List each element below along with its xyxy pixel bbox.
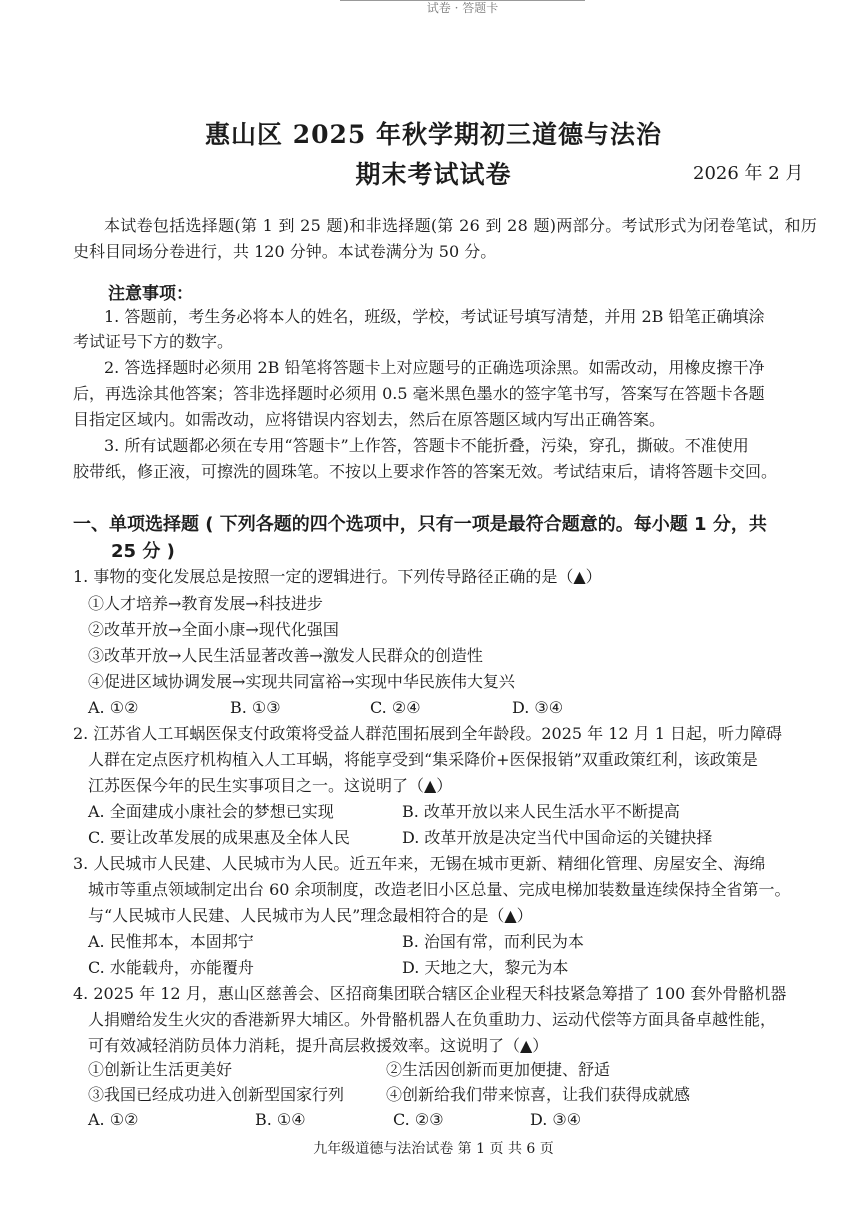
q4-option-c: C. ②③ (393, 1110, 444, 1129)
q2-option-a: A. 全面建成小康社会的梦想已实现 (88, 802, 334, 821)
q3-option-a: A. 民惟邦本，本固邦宁 (88, 932, 254, 951)
q4-option-b: B. ①④ (255, 1110, 306, 1129)
q4-stem-line1: 4. 2025 年 12 月，惠山区慈善会、区招商集团联合辖区企业程天科技紧急筹措了 100 套外骨骼机器 (73, 984, 787, 1003)
q1-option-a: A. ①② (88, 698, 139, 717)
q3-option-c: C. 水能载舟，亦能覆舟 (88, 958, 254, 977)
q3-option-d: D. 天地之大，黎元为本 (402, 958, 569, 977)
q1-statement4: ④促进区域协调发展→实现共同富裕→实现中华民族伟大复兴 (88, 672, 515, 691)
q3-option-b: B. 治国有常，而利民为本 (402, 932, 584, 951)
q4-stem-line2: 人捐赠给发生火灾的香港新界大埔区。外骨骼机器人在负重助力、运动代偿等方面具备卓越性能， (88, 1010, 777, 1029)
top-header-mark: 试卷 · 答题卡 (340, 0, 585, 15)
page-footer: 九年级道德与法治试卷 第 1 页 共 6 页 (313, 1141, 554, 1157)
exam-title-line1: 惠山区 2025 年秋学期初三道德与法治 (205, 120, 662, 149)
q4-statement1: ①创新让生活更美好 (88, 1060, 233, 1079)
q2-option-d: D. 改革开放是决定当代中国命运的关键抉择 (402, 828, 713, 847)
q3-stem-line1: 3. 人民城市人民建、人民城市为人民。近五年来，无锡在城市更新、精细化管理、房屋安全、海绵 (73, 854, 766, 873)
q2-stem-line1: 2. 江苏省人工耳蜗医保支付政策将受益人群范围拓展到全年龄段。2025 年 12 月 1 日起，听力障碍 (73, 724, 783, 743)
q1-option-c: C. ②④ (370, 698, 421, 717)
q3-stem-line3: 与“人民城市人民建、人民城市为人民”理念最相符合的是（▲） (88, 906, 533, 925)
note1-line1: 1. 答题前，考生务必将本人的姓名，班级，学校，考试证号填写清楚，并用 2B 铅笔正确填涂 (104, 307, 765, 326)
q1-statement3: ③改革开放→人民生活显著改善→激发人民群众的创造性 (88, 646, 483, 665)
intro-line2: 史科目同场分卷进行，共 120 分钟。本试卷满分为 50 分。 (73, 242, 497, 261)
notes-heading: 注意事项： (108, 284, 193, 304)
note2-line1: 2. 答选择题时必须用 2B 铅笔将答题卡上对应题号的正确选项涂黑。如需改动，用橡皮擦干净 (104, 358, 765, 377)
q4-stem-line3: 可有效减轻消防员体力消耗，提升高层救援效率。这说明了（▲） (88, 1036, 549, 1055)
note2-line2: 后，再选涂其他答案；答非选择题时必须用 0.5 毫米黑色墨水的签字笔书写，答案写在答题卡各题 (73, 384, 765, 403)
note2-line3: 目指定区域内。如需改动，应将错误内容划去，然后在原答题区域内写出正确答案。 (73, 410, 666, 429)
intro-line1: 本试卷包括选择题(第 1 到 25 题)和非选择题(第 26 到 28 题)两部分。考试形式为闭卷笔试，和历 (104, 216, 818, 235)
note3-line2: 胶带纸，修正液，可擦洗的圆珠笔。不按以上要求作答的答案无效。考试结束后，请将答题卡交回。 (73, 462, 778, 481)
section1-heading-line2: 25 分 ) (111, 541, 175, 562)
note1-line2: 考试证号下方的数字。 (73, 332, 234, 351)
q2-option-c: C. 要让改革发展的成果惠及全体人民 (88, 828, 350, 847)
q1-option-d: D. ③④ (512, 698, 564, 717)
q4-statement4: ④创新给我们带来惊喜，让我们获得成就感 (386, 1085, 691, 1104)
q2-option-b: B. 改革开放以来人民生活水平不断提高 (402, 802, 680, 821)
q4-statement3: ③我国已经成功进入创新型国家行列 (88, 1085, 345, 1104)
q4-option-a: A. ①② (88, 1110, 139, 1129)
exam-title-line2: 期末考试试卷 (355, 160, 512, 189)
q4-option-d: D. ③④ (530, 1110, 582, 1129)
q1-option-b: B. ①③ (230, 698, 281, 717)
q3-stem-line2: 城市等重点领域制定出台 60 余项制度，改造老旧小区总量、完成电梯加装数量连续保持全省第一。 (88, 880, 791, 899)
q1-statement2: ②改革开放→全面小康→现代化强国 (88, 620, 339, 639)
section1-heading-line1: 一、单项选择题 ( 下列各题的四个选项中，只有一项是最符合题意的。每小题 1 分，共 (73, 514, 767, 535)
note3-line1: 3. 所有试题都必须在专用“答题卡”上作答，答题卡不能折叠，污染，穿孔，撕破。不准使用 (104, 436, 749, 455)
q1-statement1: ①人才培养→教育发展→科技进步 (88, 594, 323, 613)
q2-stem-line2: 人群在定点医疗机构植入人工耳蜗，将能享受到“集采降价+医保报销”双重政策红利，该政策是 (88, 750, 758, 769)
q4-statement2: ②生活因创新而更加便捷、舒适 (386, 1060, 611, 1079)
q1-stem: 1. 事物的变化发展总是按照一定的逻辑进行。下列传导路径正确的是（▲） (73, 567, 602, 586)
exam-date: 2026 年 2 月 (693, 163, 804, 184)
q2-stem-line3: 江苏医保今年的民生实事项目之一。这说明了（▲） (88, 776, 453, 795)
